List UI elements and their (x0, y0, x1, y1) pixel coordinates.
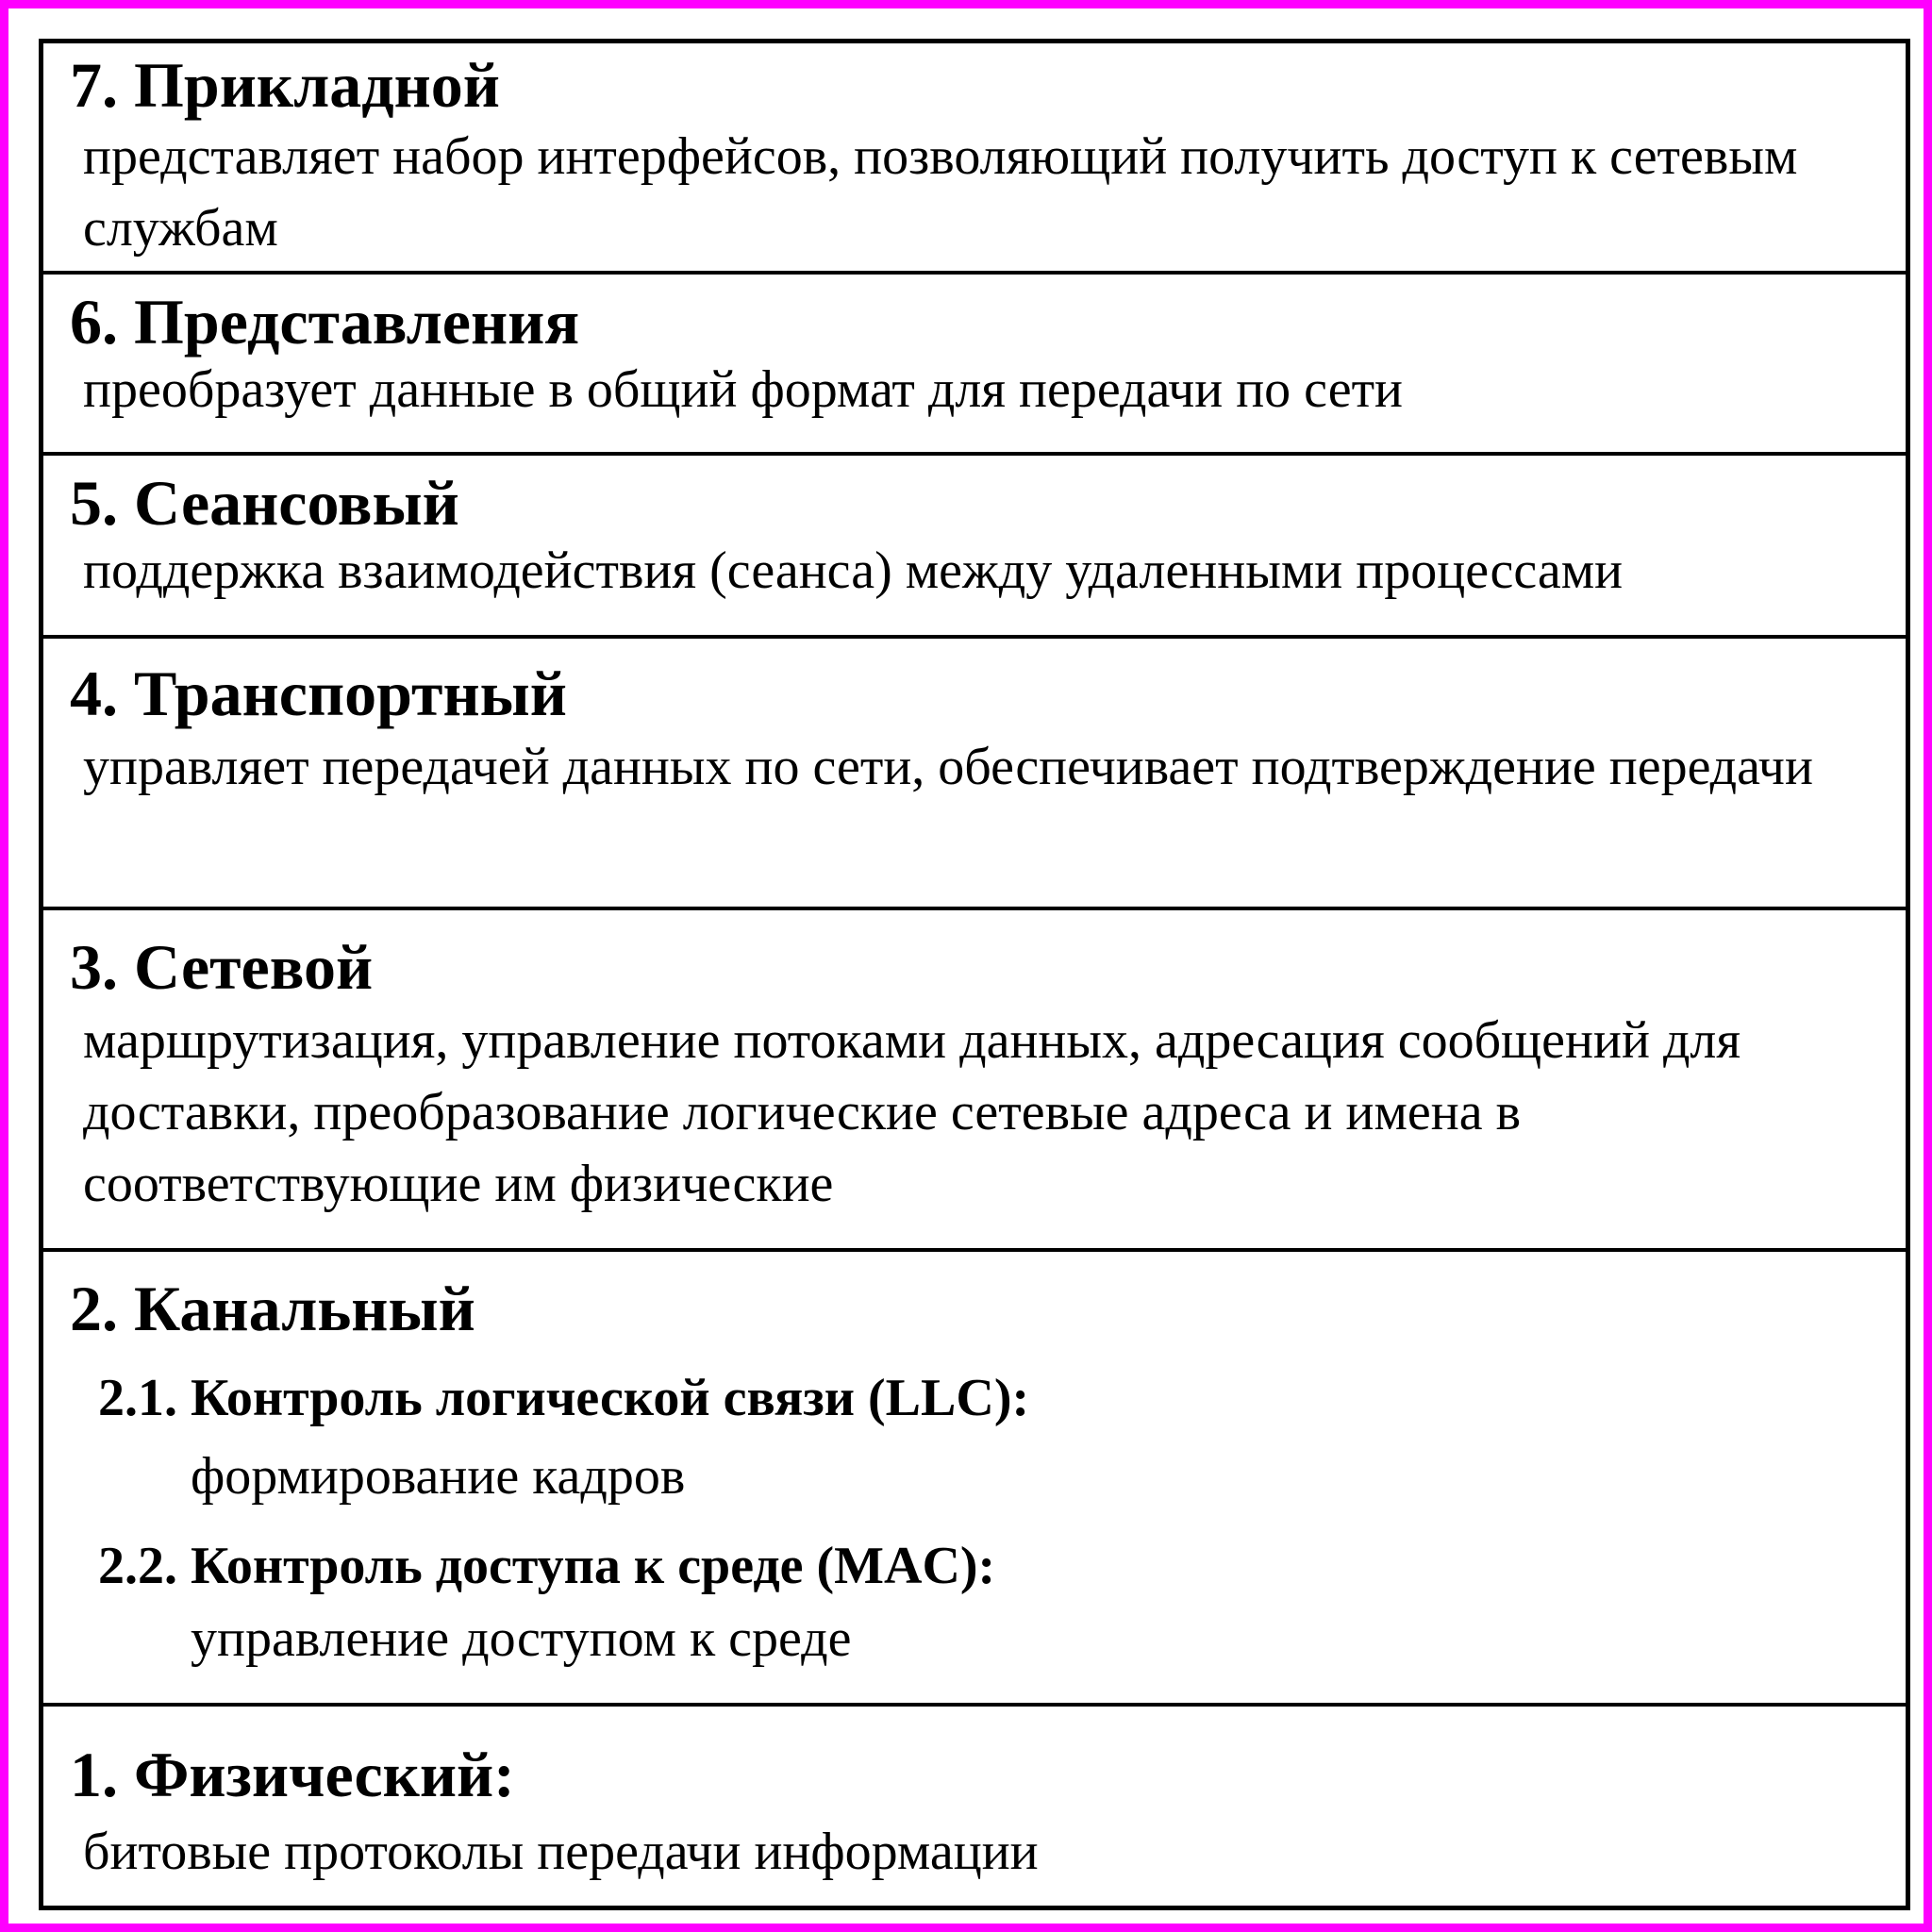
layer-2-title: 2. Канальный (70, 1273, 475, 1344)
layer-3-title: 3. Сетевой (70, 931, 374, 1003)
layer-1-title: 1. Физический: (70, 1739, 515, 1810)
layer-6-row (43, 275, 1906, 456)
layer-2-1-title: 2.1. Контроль логической связи (LLC): (98, 1369, 1030, 1427)
layer-1-row (43, 1707, 1906, 1906)
layer-2-1-description: формирование кадров (191, 1447, 686, 1506)
layer-7-description: представляет набор интерфейсов, позволяющий получить доступ к сетевым службам (83, 127, 1798, 258)
layer-4-row (43, 639, 1906, 910)
layer-5-row (43, 456, 1906, 639)
layer-5-description: поддержка взаимодействия (сеанса) между удаленными процессами (83, 541, 1624, 600)
layer-1-description: битовые протоколы передачи информации (83, 1823, 1039, 1881)
layer-3-row (43, 910, 1906, 1252)
layer-2-row (43, 1252, 1906, 1707)
layer-2-2-title: 2.2. Контроль доступа к среде (MAC): (98, 1537, 996, 1595)
osi-model-table (39, 39, 1910, 1910)
layer-3-description: маршрутизация, управление потоками данных, адресация сообщений для доставки, преобразование логические сетевые адреса и имена в соответствующие им физические (83, 1011, 1741, 1213)
layer-5-title: 5. Сеансовый (70, 467, 459, 539)
layer-6-title: 6. Представления (70, 286, 580, 358)
layer-4-description: управляет передачей данных по сети, обеспечивает подтверждение передачи (83, 738, 1813, 796)
layer-4-title: 4. Транспортный (70, 658, 567, 729)
layer-7-row (43, 43, 1906, 275)
layer-2-2-description: управление доступом к среде (191, 1609, 852, 1668)
layer-6-description: преобразует данные в общий формат для передачи по сети (83, 360, 1404, 419)
layer-7-title: 7. Прикладной (70, 49, 500, 121)
